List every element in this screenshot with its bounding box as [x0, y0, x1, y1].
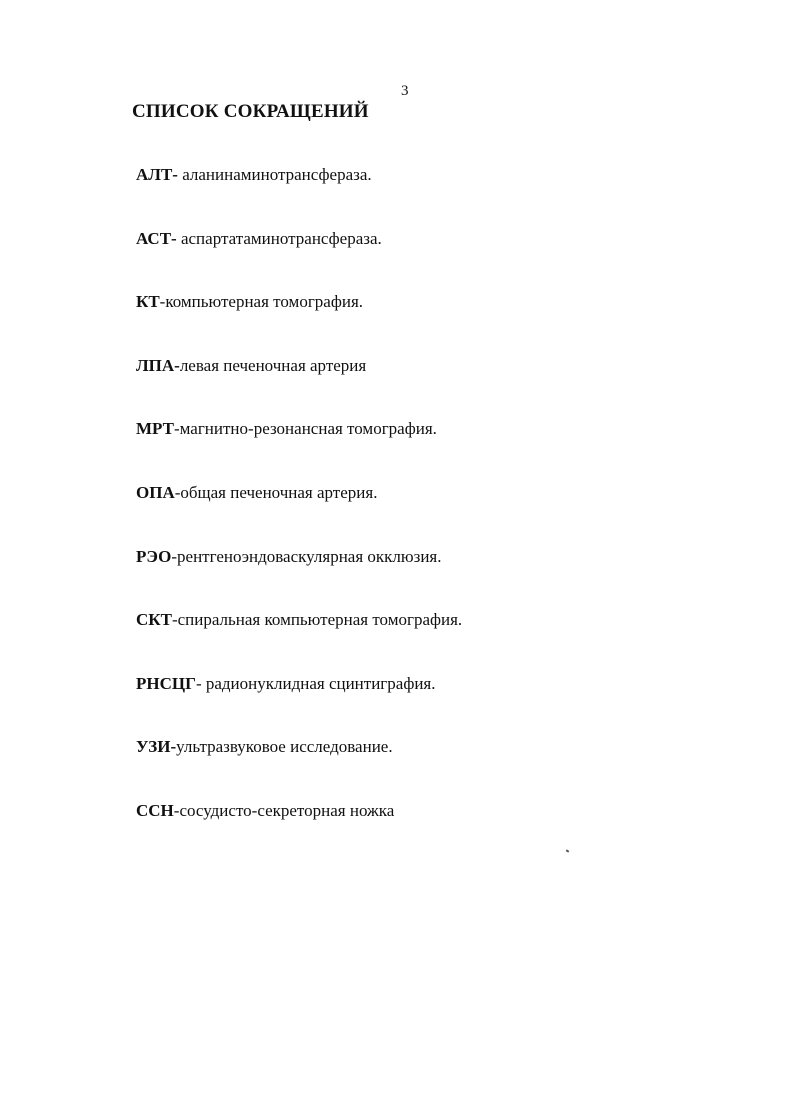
list-item	[136, 673, 462, 737]
list-item	[136, 546, 462, 610]
abbreviation-term: МРТ	[136, 419, 174, 439]
abbreviation-definition: аспартатаминотрансфераза.	[176, 228, 382, 248]
list-item	[136, 482, 462, 546]
page-title: СПИСОК СОКРАЩЕНИЙ	[132, 101, 369, 122]
scan-artifact-mark	[566, 849, 570, 852]
abbreviation-list	[136, 164, 462, 864]
abbreviation-term: УЗИ-	[136, 737, 177, 757]
abbreviation-definition: аланинаминотрансфераза.	[177, 165, 372, 184]
abbreviation-term: КТ	[136, 292, 160, 312]
abbreviation-definition: - радионуклидная сцинтиграфия.	[195, 673, 436, 693]
abbreviation-definition: ультразвуковое исследование.	[176, 737, 393, 757]
abbreviation-definition: -сосудисто-секреторная ножка	[173, 800, 395, 820]
abbreviation-term: РЭО	[136, 546, 172, 566]
abbreviation-term: ССН	[136, 800, 174, 820]
abbreviation-term: АСТ-	[136, 228, 177, 248]
list-item	[136, 609, 462, 673]
list-item	[136, 291, 462, 355]
abbreviation-term: СКТ	[136, 610, 172, 630]
abbreviation-definition: левая печеночная артерия	[179, 355, 367, 375]
abbreviation-term: ОПА	[136, 482, 175, 502]
abbreviation-term: АЛТ-	[136, 165, 178, 184]
list-item	[136, 355, 462, 419]
abbreviation-definition: -магнитно-резонансная томография.	[173, 419, 437, 439]
list-item	[136, 164, 462, 228]
list-item	[136, 800, 462, 864]
list-item	[136, 228, 462, 292]
list-item	[136, 418, 462, 482]
page-number: 3	[401, 83, 409, 99]
abbreviation-definition: -рентгеноэндоваскулярная окклюзия.	[171, 546, 442, 566]
abbreviation-definition: -компьютерная томография.	[159, 292, 364, 312]
list-item	[136, 736, 462, 800]
abbreviation-term: ЛПА-	[136, 355, 180, 375]
abbreviation-term: РНСЦГ	[136, 673, 196, 693]
abbreviation-definition: -общая печеночная артерия.	[174, 482, 378, 502]
abbreviation-definition: -спиральная компьютерная томография.	[171, 610, 463, 630]
